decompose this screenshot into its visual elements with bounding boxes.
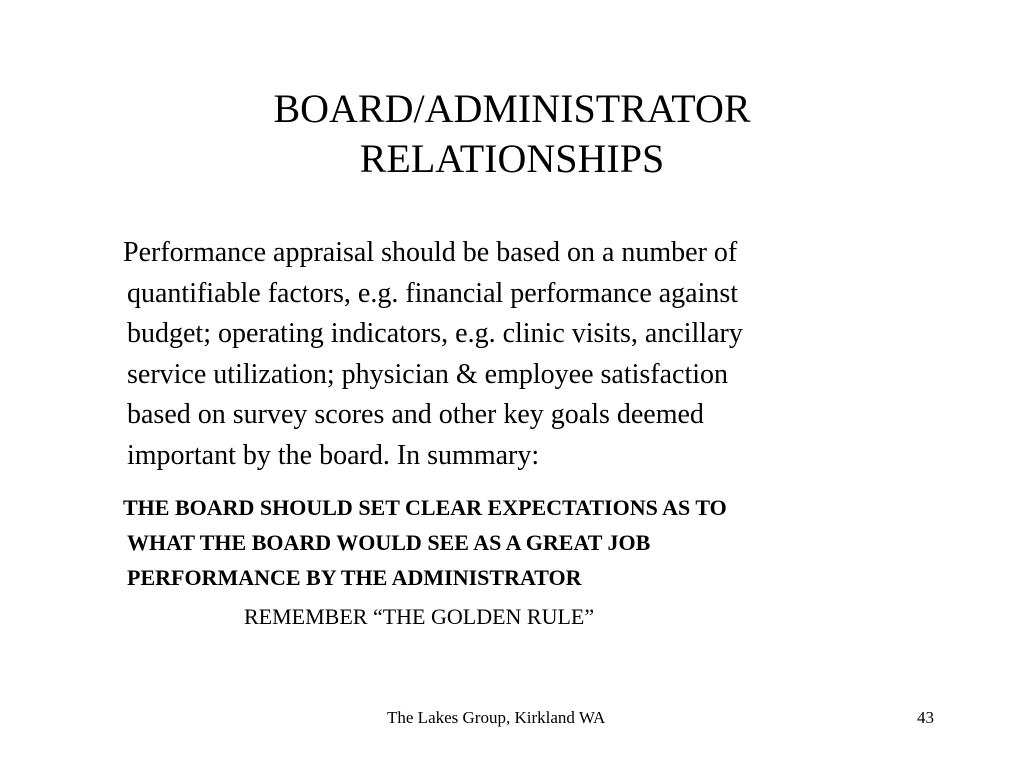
body-line: Performance appraisal should be based on a number of — [123, 237, 738, 268]
emphasis-line: PERFORMANCE BY THE ADMINISTRATOR — [127, 565, 582, 590]
body-line: budget; operating indicators, e.g. clinic visits, ancillary — [127, 318, 743, 349]
body-line: important by the board. In summary: — [127, 439, 540, 471]
slide-title-line: RELATIONSHIPS — [359, 136, 665, 181]
slide-title — [112, 84, 912, 184]
golden-rule-reminder: REMEMBER “THE GOLDEN RULE” — [244, 604, 595, 629]
body-paragraph — [123, 233, 923, 476]
emphasis-paragraph — [123, 490, 943, 595]
slide-title-line: BOARD/ADMINISTRATOR — [273, 86, 751, 131]
footer-organization: The Lakes Group, Kirkland WA — [387, 708, 606, 727]
body-line: based on survey scores and other key goals deemed — [127, 399, 704, 430]
page-number: 43 — [917, 708, 934, 727]
emphasis-line: THE BOARD SHOULD SET CLEAR EXPECTATIONS AS TO — [123, 495, 727, 520]
emphasis-line: WHAT THE BOARD WOULD SEE AS A GREAT JOB — [127, 530, 651, 555]
body-line: service utilization; physician & employee satisfaction — [127, 358, 729, 390]
body-line: quantifiable factors, e.g. financial performance against — [127, 277, 739, 309]
